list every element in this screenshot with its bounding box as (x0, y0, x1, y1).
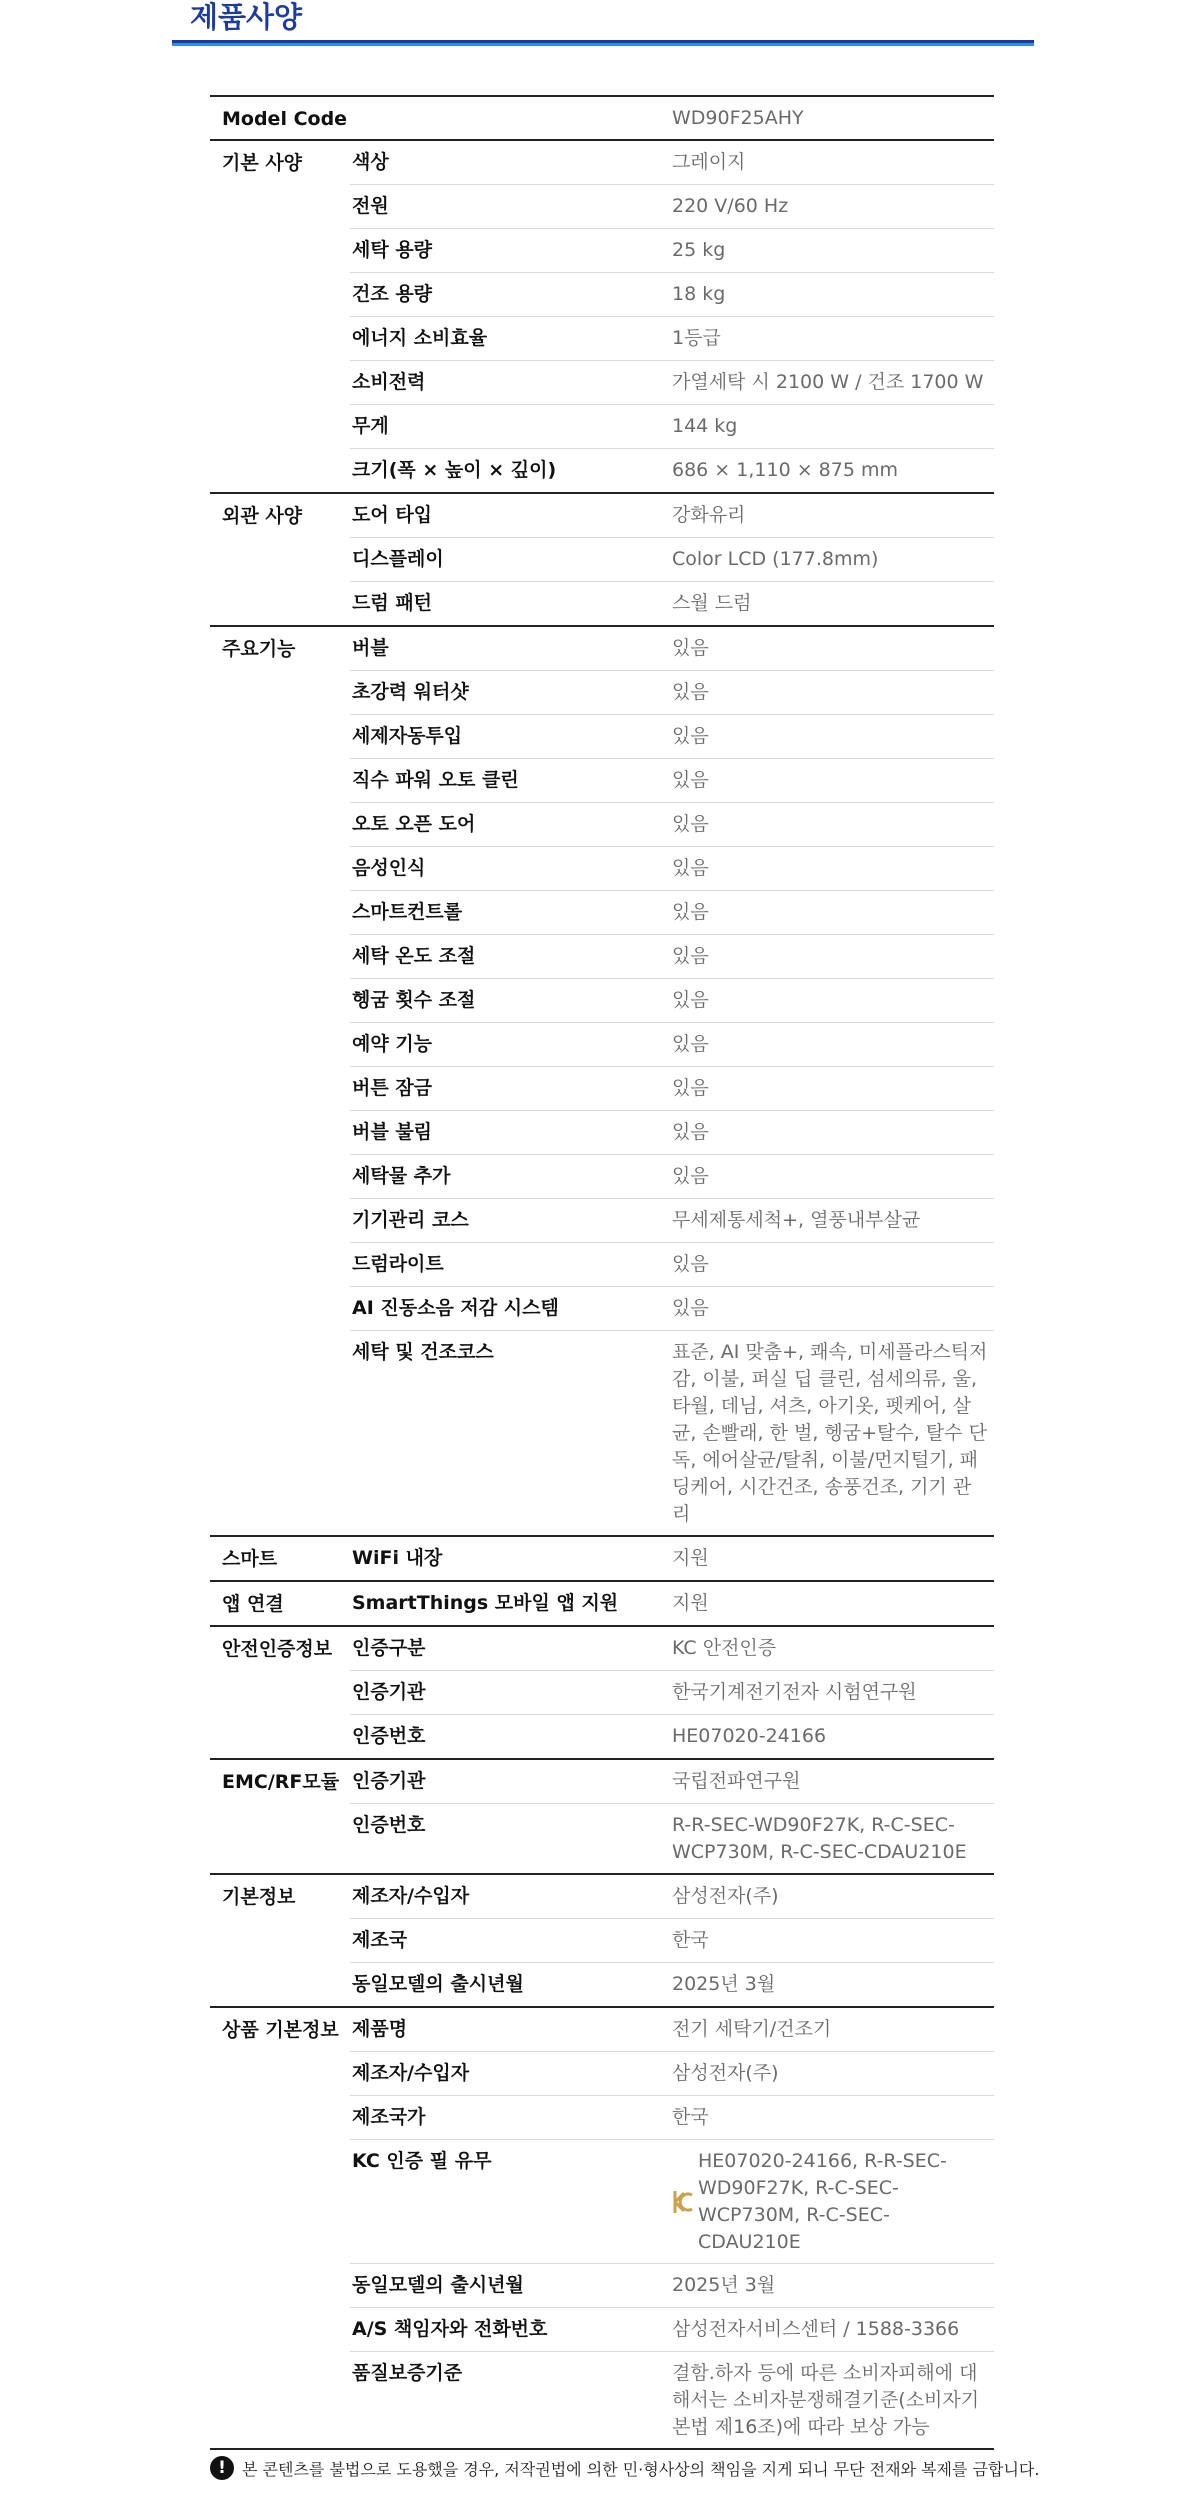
group-rows (350, 1582, 994, 1625)
spec-row (350, 846, 994, 890)
spec-value: 686 × 1,110 × 875 mm (672, 459, 898, 481)
spec-row (350, 494, 994, 537)
title-underline (172, 40, 1034, 46)
spec-value: 25 kg (672, 239, 726, 261)
spec-label: 직수 파워 오토 클린 (352, 769, 519, 791)
spec-label: 버블 (352, 637, 389, 659)
spec-row (350, 1330, 994, 1535)
group-title: 상품 기본정보 (222, 2019, 339, 2041)
group-rows (350, 494, 994, 625)
spec-row (350, 1286, 994, 1330)
spec-row (350, 141, 994, 184)
group-title: 기본 사양 (222, 152, 303, 174)
spec-label: 세제자동투입 (352, 725, 463, 747)
spec-row (350, 2139, 994, 2263)
group-title: 스마트 (222, 1548, 278, 1570)
spec-value: 있음 (672, 681, 709, 703)
spec-row (350, 1198, 994, 1242)
spec-row (350, 537, 994, 581)
spec-row (350, 1582, 994, 1625)
group-rows (350, 1627, 994, 1758)
spec-value: 스월 드럼 (672, 592, 752, 614)
group-rows (350, 1760, 994, 1873)
model-code-value: WD90F25AHY (672, 107, 804, 129)
spec-value: 있음 (672, 813, 709, 835)
model-code-label: Model Code (222, 108, 348, 130)
spec-label: 제조자/수입자 (352, 1885, 470, 1907)
group-rows (350, 2008, 994, 2448)
spec-label: 크기(폭 × 높이 × 깊이) (352, 459, 557, 481)
spec-value: 국립전파연구원 (672, 1770, 801, 1792)
spec-row (350, 1537, 994, 1580)
group-title: 기본정보 (222, 1886, 296, 1908)
spec-value: 표준, AI 맞춤+, 쾌속, 미세플라스틱저감, 이불, 퍼실 딥 클린, 섬세의류, 울, 타월, 데님, 셔츠, 아기옷, 펫케어, 살균, 손빨래, 한 벌, 헹굼+탈수, 탈수 단독, 에어살균/탈취, 이불/먼지털기, 패딩케어, 시간건조, 송풍건조, 기기 관리 (672, 1341, 988, 1525)
spec-row (350, 1242, 994, 1286)
spec-label: A/S 책임자와 전화번호 (352, 2318, 548, 2340)
spec-label: 버블 불림 (352, 1121, 433, 1143)
model-code-row (210, 95, 994, 139)
spec-group (210, 492, 994, 625)
spec-value: 있음 (672, 769, 709, 791)
spec-label: 동일모델의 출시년월 (352, 2274, 524, 2296)
spec-value: 있음 (672, 725, 709, 747)
spec-row (350, 2307, 994, 2351)
spec-group (210, 2006, 994, 2448)
spec-row (350, 1154, 994, 1198)
group-title: 외관 사양 (222, 505, 303, 527)
spec-value: 가열세탁 시 2100 W / 건조 1700 W (672, 371, 984, 393)
spec-value: 있음 (672, 1033, 709, 1055)
spec-row (350, 1627, 994, 1670)
spec-value: Color LCD (177.8mm) (672, 548, 879, 570)
table-bottom-border (210, 2448, 994, 2450)
spec-label: 예약 기능 (352, 1033, 433, 1055)
spec-group (210, 1625, 994, 1758)
spec-value: 전기 세탁기/건조기 (672, 2018, 832, 2040)
spec-value: 무세제통세척+, 열풍내부살균 (672, 1209, 921, 1231)
spec-value: 1등급 (672, 327, 721, 349)
spec-label: 세탁 온도 조절 (352, 945, 476, 967)
spec-value: 한국 (672, 2106, 709, 2128)
spec-label: 인증기관 (352, 1681, 426, 1703)
spec-label: AI 진동소음 저감 시스템 (352, 1297, 559, 1319)
spec-label: 디스플레이 (352, 548, 444, 570)
spec-label: SmartThings 모바일 앱 지원 (352, 1592, 619, 1614)
kc-certification-icon (672, 2189, 694, 2215)
spec-label: 색상 (352, 151, 389, 173)
spec-row (350, 670, 994, 714)
spec-row (350, 934, 994, 978)
spec-value: 18 kg (672, 283, 726, 305)
spec-label: 도어 타입 (352, 504, 433, 526)
spec-label: 인증구분 (352, 1637, 426, 1659)
spec-row (350, 404, 994, 448)
spec-value: 강화유리 (672, 504, 746, 526)
spec-row (350, 1714, 994, 1758)
page-title: 제품사양 (190, 0, 303, 34)
spec-row (350, 2263, 994, 2307)
spec-label: 세탁물 추가 (352, 1165, 451, 1187)
spec-label: 스마트컨트롤 (352, 901, 463, 923)
spec-label: 버튼 잠금 (352, 1077, 433, 1099)
spec-value: HE07020-24166, R-R-SEC-WD90F27K, R-C-SEC-WCP730M, R-C-SEC-CDAU210E (698, 2150, 947, 2253)
spec-label: 건조 용량 (352, 283, 433, 305)
spec-label: 제조국가 (352, 2106, 426, 2128)
spec-value: 있음 (672, 945, 709, 967)
spec-row (350, 448, 994, 492)
spec-label: 오토 오픈 도어 (352, 813, 476, 835)
spec-row (350, 627, 994, 670)
spec-group (210, 1580, 994, 1625)
spec-row (350, 1022, 994, 1066)
spec-label: 음성인식 (352, 857, 426, 879)
spec-label: 인증기관 (352, 1770, 426, 1792)
spec-label: KC 인증 필 유무 (352, 2150, 492, 2172)
group-title: 주요기능 (222, 638, 296, 660)
spec-label: 전원 (352, 195, 389, 217)
spec-row (350, 2008, 994, 2051)
spec-row (350, 1803, 994, 1873)
spec-label: 품질보증기준 (352, 2362, 463, 2384)
spec-value: 결함.하자 등에 따른 소비자피해에 대해서는 소비자분쟁해결기준(소비자기본법 제16조)에 따라 보상 가능 (672, 2362, 980, 2438)
group-rows (350, 1537, 994, 1580)
group-rows (350, 1875, 994, 2006)
spec-value: 지원 (672, 1547, 709, 1569)
spec-row (350, 2051, 994, 2095)
spec-label: WiFi 내장 (352, 1547, 443, 1569)
spec-label: 세탁 및 건조코스 (352, 1341, 494, 1363)
spec-group (210, 1535, 994, 1580)
spec-value: 220 V/60 Hz (672, 195, 789, 217)
group-title: 안전인증정보 (222, 1638, 333, 1660)
spec-label: 드럼라이트 (352, 1253, 444, 1275)
spec-value: 삼성전자서비스센터 / 1588-3366 (672, 2318, 960, 2340)
spec-value: 2025년 3월 (672, 2274, 776, 2296)
spec-value: 지원 (672, 1592, 709, 1614)
spec-value: 삼성전자(주) (672, 2062, 779, 2084)
spec-value: 있음 (672, 1253, 709, 1275)
spec-value: 있음 (672, 637, 709, 659)
spec-label: 세탁 용량 (352, 239, 433, 261)
spec-row (350, 1875, 994, 1918)
spec-row (350, 1760, 994, 1803)
spec-row (350, 1670, 994, 1714)
spec-row (350, 1962, 994, 2006)
spec-value: 2025년 3월 (672, 1973, 776, 1995)
spec-row (350, 581, 994, 625)
spec-row (350, 1110, 994, 1154)
spec-value: 있음 (672, 1297, 709, 1319)
spec-row (350, 2351, 994, 2448)
spec-label: 제조자/수입자 (352, 2062, 470, 2084)
spec-label: 드럼 패턴 (352, 592, 433, 614)
spec-label: 제조국 (352, 1929, 408, 1951)
spec-group (210, 1758, 994, 1873)
spec-label: 인증번호 (352, 1725, 426, 1747)
spec-label: 에너지 소비효율 (352, 327, 488, 349)
spec-group (210, 1873, 994, 2006)
spec-value: 한국기계전기전자 시험연구원 (672, 1681, 917, 1703)
spec-value: 있음 (672, 1165, 709, 1187)
spec-label: 인증번호 (352, 1814, 426, 1836)
spec-value: 한국 (672, 1929, 709, 1951)
spec-label: 초강력 워터샷 (352, 681, 469, 703)
spec-label: 동일모델의 출시년월 (352, 1973, 524, 1995)
notice-text: 본 콘텐츠를 불법으로 도용했을 경우, 저작권법에 의한 민·형사상의 책임을 지게 되니 무단 전재와 복제를 금합니다. (242, 2459, 1040, 2479)
spec-value: 144 kg (672, 415, 738, 437)
spec-label: 소비전력 (352, 371, 426, 393)
spec-row (350, 890, 994, 934)
spec-value: R-R-SEC-WD90F27K, R-C-SEC-WCP730M, R-C-SEC-CDAU210E (672, 1814, 967, 1863)
spec-row (350, 272, 994, 316)
spec-group (210, 625, 994, 1535)
spec-row (350, 1066, 994, 1110)
spec-row (350, 802, 994, 846)
spec-row (350, 228, 994, 272)
spec-label: 기기관리 코스 (352, 1209, 469, 1231)
spec-value: 있음 (672, 857, 709, 879)
spec-row (350, 1918, 994, 1962)
spec-table (210, 95, 994, 2450)
spec-value: 삼성전자(주) (672, 1885, 779, 1907)
group-rows (350, 627, 994, 1535)
spec-group (210, 139, 994, 492)
spec-row (350, 184, 994, 228)
group-title: 앱 연결 (222, 1593, 284, 1615)
spec-value: 있음 (672, 901, 709, 923)
spec-row (350, 714, 994, 758)
spec-value: 있음 (672, 1077, 709, 1099)
group-title: EMC/RF모듈 (222, 1771, 340, 1793)
spec-value: KC 안전인증 (672, 1637, 777, 1659)
spec-value-kc (672, 2140, 994, 2263)
spec-value: 있음 (672, 1121, 709, 1143)
spec-value: 있음 (672, 989, 709, 1011)
spec-label: 헹굼 횟수 조절 (352, 989, 476, 1011)
spec-value: HE07020-24166 (672, 1725, 827, 1747)
group-rows (350, 141, 994, 492)
spec-value: 그레이지 (672, 151, 746, 173)
spec-label: 무게 (352, 415, 389, 437)
exclamation-icon: ! (210, 2456, 234, 2480)
spec-row (350, 360, 994, 404)
spec-row (350, 978, 994, 1022)
copyright-notice (210, 2456, 1039, 2480)
spec-label: 제품명 (352, 2018, 408, 2040)
spec-row (350, 2095, 994, 2139)
spec-row (350, 758, 994, 802)
spec-row (350, 316, 994, 360)
